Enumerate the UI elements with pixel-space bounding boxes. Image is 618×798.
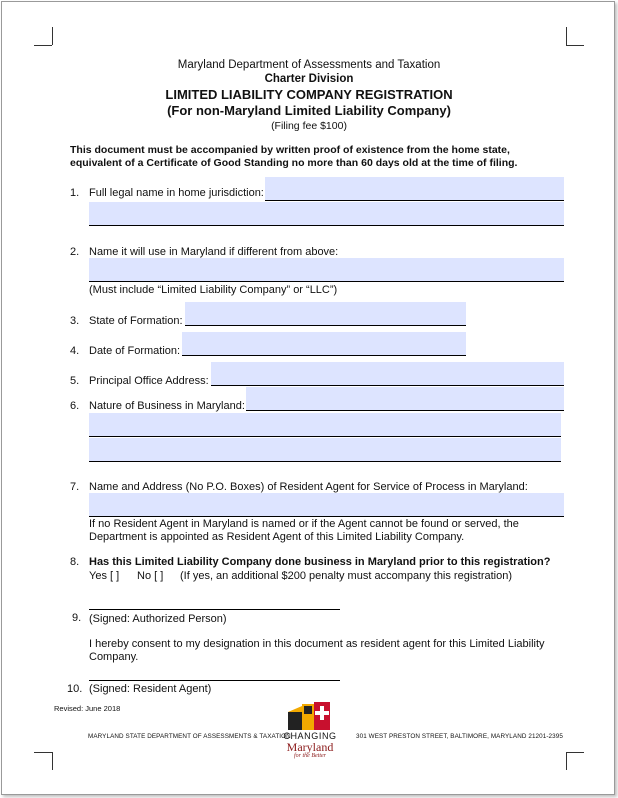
resident-agent-signature-line[interactable] [89, 680, 340, 681]
notice-line-1: This document must be accompanied by written proof of existence from the home state, [70, 144, 510, 156]
state-of-formation-label: State of Formation: [89, 315, 183, 327]
maryland-name-field[interactable] [89, 258, 564, 282]
legal-name-field[interactable] [265, 177, 564, 201]
item-number: 9. [72, 612, 82, 624]
logo-top-text: CHANGING [283, 731, 337, 741]
filing-fee: (Filing fee $100) [271, 120, 347, 132]
date-of-formation-label: Date of Formation: [89, 345, 181, 357]
crop-mark [566, 752, 567, 770]
state-of-formation-field[interactable] [185, 302, 466, 326]
logo-main-text: Maryland [286, 740, 334, 754]
crop-mark [566, 27, 567, 45]
footer-agency: MARYLAND STATE DEPARTMENT OF ASSESSMENTS & TAXATION [88, 733, 291, 740]
legal-name-field-line-2[interactable] [89, 202, 564, 226]
item-number: 2. [70, 246, 80, 258]
division-name: Charter Division [264, 73, 354, 85]
crop-mark [566, 752, 584, 753]
form-subtitle: (For non-Maryland Limited Liability Company) [167, 103, 451, 118]
item-number: 5. [70, 375, 80, 387]
nature-of-business-label: Nature of Business in Maryland: [89, 400, 245, 412]
revision-date: Revised: June 2018 [54, 704, 121, 713]
crop-mark [34, 752, 52, 753]
item-number: 1. [70, 187, 80, 199]
authorized-signature-label: (Signed: Authorized Person) [89, 613, 227, 625]
crop-mark [52, 752, 53, 770]
changing-maryland-logo-icon [285, 700, 335, 730]
item-number: 8. [70, 556, 80, 568]
date-of-formation-field[interactable] [182, 332, 466, 356]
agency-name: Maryland Department of Assessments and Taxation [177, 59, 441, 71]
principal-office-field[interactable] [211, 362, 564, 386]
principal-office-label: Principal Office Address: [89, 375, 209, 387]
item-number: 7. [70, 481, 80, 493]
nature-of-business-field-line-3[interactable] [89, 438, 561, 462]
resident-agent-note: If no Resident Agent in Maryland is named or if the Agent cannot be found or served, the Department is appointed as Resident Agent of this Limited Liability Company. [89, 518, 519, 543]
item-number: 10. [67, 683, 83, 695]
form-title: LIMITED LIABILITY COMPANY REGISTRATION [165, 87, 453, 102]
no-checkbox[interactable]: No [ ] [137, 570, 164, 582]
penalty-note: (If yes, an additional $200 penalty must accompany this registration) [180, 570, 513, 582]
prior-business-question: Has this Limited Liability Company done business in Maryland prior to this registration? [89, 556, 551, 568]
item-number: 6. [70, 400, 80, 412]
logo-tagline: for the Better [294, 753, 326, 759]
legal-name-label: Full legal name in home jurisdiction: [89, 187, 264, 199]
notice-line-2: equivalent of a Certificate of Good Standing no more than 60 days old at the time of filing. [70, 157, 518, 169]
crop-mark [34, 45, 52, 46]
footer-address: 301 WEST PRESTON STREET, BALTIMORE, MARYLAND 21201-2395 [356, 733, 563, 740]
maryland-name-label: Name it will use in Maryland if different from above: [89, 246, 339, 258]
agent-consent-statement: I hereby consent to my designation in this document as resident agent for this Limited Liability Company. [89, 638, 545, 663]
resident-agent-label: Name and Address (No P.O. Boxes) of Resident Agent for Service of Process in Maryland: [89, 481, 528, 493]
item-number: 3. [70, 315, 80, 327]
nature-of-business-field[interactable] [246, 387, 564, 411]
crop-mark [566, 45, 584, 46]
maryland-name-note: (Must include “Limited Liability Company” or “LLC”) [89, 284, 338, 296]
nature-of-business-field-line-2[interactable] [89, 413, 561, 437]
resident-agent-signature-label: (Signed: Resident Agent) [89, 683, 212, 695]
resident-agent-field[interactable] [89, 493, 564, 517]
item-number: 4. [70, 345, 80, 357]
yes-checkbox[interactable]: Yes [ ] [89, 570, 120, 582]
crop-mark [52, 27, 53, 45]
authorized-signature-line[interactable] [89, 609, 340, 610]
